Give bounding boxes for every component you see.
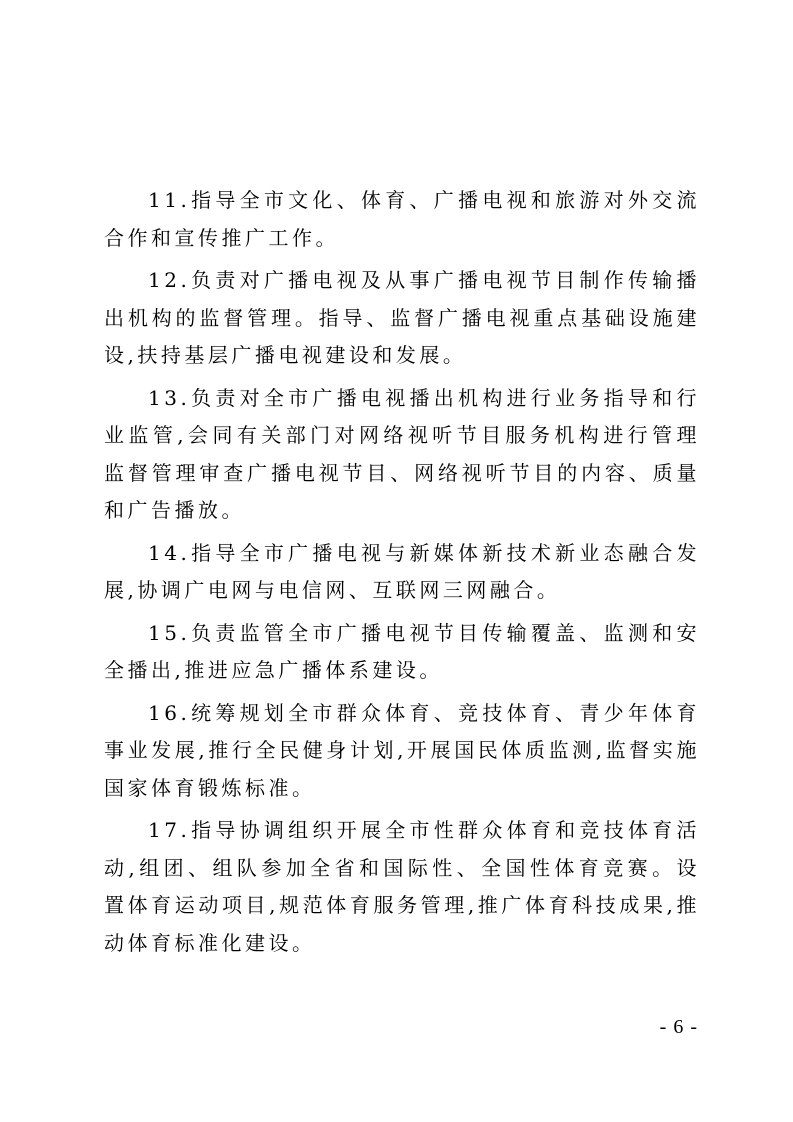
body-text [104, 182, 700, 967]
paragraph-14: 14.指导全市广播电视与新媒体新技术新业态融合发展,协调广电网与电信网、互联网三网融合。 [104, 540, 700, 602]
paragraph-17: 17.指导协调组织开展全市性群众体育和竞技体育活动,组团、组队参加全省和国际性、全国性体育竞赛。设置体育运动项目,规范体育服务管理,推广体育科技成果,推动体育标准化建设。 [104, 818, 700, 955]
paragraph-12: 12.负责对广播电视及从事广播电视节目制作传输播出机构的监督管理。指导、监督广播电视重点基础设施建设,扶持基层广播电视建设和发展。 [104, 268, 700, 367]
paragraph-13: 13.负责对全市广播电视播出机构进行业务指导和行业监管,会同有关部门对网络视听节目服务机构进行管理监督管理审查广播电视节目、网络视听节目的内容、质量和广告播放。 [104, 385, 700, 522]
page-number: - 6 - [659, 1016, 698, 1038]
paragraph-16: 16.统筹规划全市群众体育、竞技体育、青少年体育事业发展,推行全民健身计划,开展国民体质监测,监督实施国家体育锻炼标准。 [104, 700, 700, 800]
paragraph-11: 11.指导全市文化、体育、广播电视和旅游对外交流合作和宣传推广工作。 [104, 188, 700, 250]
paragraph-15: 15.负责监管全市广播电视节目传输覆盖、监测和安全播出,推进应急广播体系建设。 [104, 620, 700, 682]
